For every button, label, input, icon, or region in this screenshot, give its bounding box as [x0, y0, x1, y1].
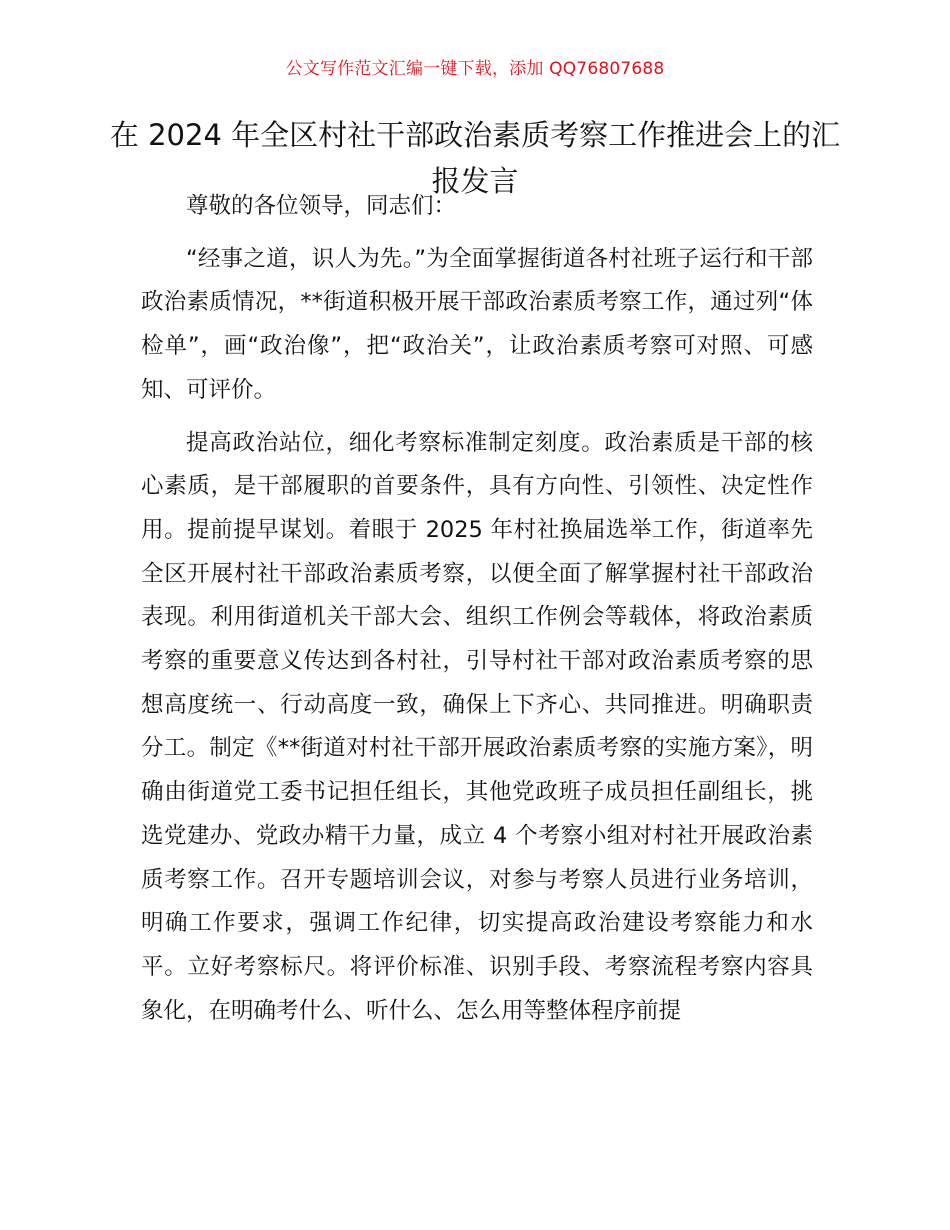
- body-paragraph-intro: “经事之道，识人为先。”为全面掌握街道各村社班子运行和干部政治素质情况，**街道积极开展干部政治素质考察工作，通过列“体检单”，画“政治像”，把“政治关”，让政治素质考察可对照、可感知、可评价。: [141, 245, 813, 403]
- body-paragraph-political-standing: 提高政治站位，细化考察标准制定刻度。政治素质是干部的核心素质，是干部履职的首要条件，具有方向性、引领性、决定性作用。提前提早谋划。着眼于 2025 年村社换届选举工作，街道率先全区开展村社干部政治素质考察，以便全面了解掌握村社干部政治表现。利用街道机关干部大会、组织工作例会等载体，将政治素质考察的重要意义传达到各村社，引导村社干部对政治素质考察的思想高度统一、行动高度一致，确保上下齐心、共同推进。明确职责分工。制定《**街道对村社干部开展政治素质考察的实施方案》，明确由街道党工委书记担任组长，其他党政班子成员担任副组长，挑选党建办、党政办精干力量，成立 4 个考察小组对村社开展政治素质考察工作。召开专题培训会议，对参与考察人员进行业务培训，明确工作要求，强调工作纪律，切实提高政治建设考察能力和水平。立好考察标尺。将评价标准、识别手段、考察流程考察内容具象化，在明确考什么、听什么、怎么用等整体程序前提: [141, 429, 813, 1024]
- document-title: 在 2024 年全区村社干部政治素质考察工作推进会上的汇报发言: [109, 118, 841, 198]
- document-body: [141, 185, 813, 1033]
- salutation: 尊敬的各位领导，同志们：: [186, 193, 457, 219]
- promo-header: 公文写作范文汇编一键下载，添加 QQ76807688: [285, 59, 665, 79]
